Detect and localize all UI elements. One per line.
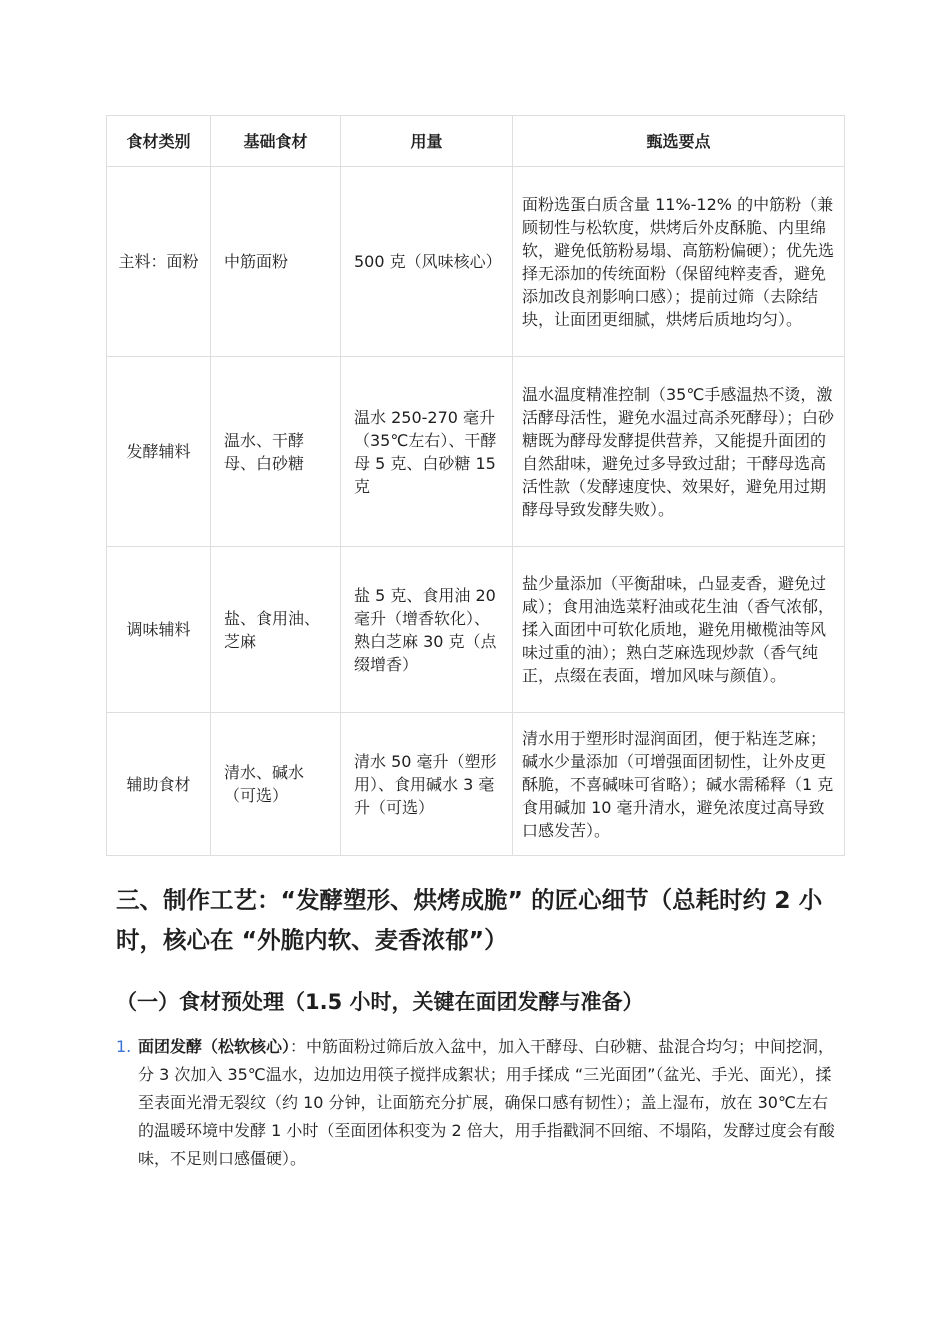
table-row xyxy=(107,713,845,856)
cell-amount: 500 克（风味核心） xyxy=(341,167,513,357)
step-label: 面团发酵（松软核心） xyxy=(138,1037,291,1056)
cell-ingredient: 盐、食用油、芝麻 xyxy=(211,547,341,713)
header-amount: 用量 xyxy=(341,116,513,167)
step-text: ：中筋面粉过筛后放入盆中，加入干酵母、白砂糖、盐混合均匀；中间挖洞，分 3 次加入 35℃温水，边加边用筷子搅拌成絮状；用手揉成 “三光面团”（盆光、手光、面光），揉至表面光滑无裂纹（约 10 分钟，让面筋充分扩展，确保口感有韧性）；盖上湿布，放在 30℃左右的温暖环境中发酵 1 小时（至面团体积变为 2 倍大，用手指戳洞不回缩、不塌陷，发酵过度会有酸味，不足则口感僵硬）。 xyxy=(138,1037,835,1168)
list-number: 1. xyxy=(116,1037,132,1056)
cell-ingredient: 中筋面粉 xyxy=(211,167,341,357)
cell-category: 主料：面粉 xyxy=(107,167,211,357)
cell-category: 辅助食材 xyxy=(107,713,211,856)
table-row xyxy=(107,167,845,357)
cell-ingredient: 温水、干酵母、白砂糖 xyxy=(211,357,341,547)
header-tips: 甄选要点 xyxy=(513,116,845,167)
section-title: 三、制作工艺：“发酵塑形、烘烤成脆” 的匠心细节（总耗时约 2 小时，核心在 “外脆内软、麦香浓郁”） xyxy=(116,886,823,954)
cell-tips: 面粉选蛋白质含量 11%-12% 的中筋粉（兼顾韧性与松软度，烘烤后外皮酥脆、内里绵软，避免低筋粉易塌、高筋粉偏硬）；优先选择无添加的传统面粉（保留纯粹麦香，避免添加改良剂影响口感）；提前过筛（去除结块，让面团更细腻，烘烤后质地均匀）。 xyxy=(513,167,845,357)
cell-amount: 清水 50 毫升（塑形用）、食用碱水 3 毫升（可选） xyxy=(341,713,513,856)
subsection-title: （一）食材预处理（1.5 小时，关键在面团发酵与准备） xyxy=(116,990,644,1014)
cell-tips: 清水用于塑形时湿润面团，便于粘连芝麻；碱水少量添加（可增强面团韧性，让外皮更酥脆，不喜碱味可省略）；碱水需稀释（1 克食用碱加 10 毫升清水，避免浓度过高导致口感发苦）。 xyxy=(513,713,845,856)
cell-tips: 盐少量添加（平衡甜味，凸显麦香，避免过咸）；食用油选菜籽油或花生油（香气浓郁，揉入面团中可软化质地，避免用橄榄油等风味过重的油）；熟白芝麻选现炒款（香气纯正，点缀在表面，增加风味与颜值）。 xyxy=(513,547,845,713)
list-item xyxy=(116,1033,836,1173)
table-row xyxy=(107,547,845,713)
header-ingredient: 基础食材 xyxy=(211,116,341,167)
table-header-row xyxy=(107,116,845,167)
table-row xyxy=(107,357,845,547)
step-body xyxy=(138,1033,836,1173)
ingredient-table xyxy=(106,115,845,856)
cell-category: 调味辅料 xyxy=(107,547,211,713)
cell-amount: 盐 5 克、食用油 20 毫升（增香软化）、熟白芝麻 30 克（点缀增香） xyxy=(341,547,513,713)
cell-ingredient: 清水、碱水（可选） xyxy=(211,713,341,856)
cell-tips: 温水温度精准控制（35℃手感温热不烫，激活酵母活性，避免水温过高杀死酵母）；白砂糖既为酵母发酵提供营养，又能提升面团的自然甜味，避免过多导致过甜；干酵母选高活性款（发酵速度快、效果好，避免用过期酵母导致发酵失败）。 xyxy=(513,357,845,547)
cell-amount: 温水 250-270 毫升（35℃左右）、干酵母 5 克、白砂糖 15 克 xyxy=(341,357,513,547)
header-category: 食材类别 xyxy=(107,116,211,167)
cell-category: 发酵辅料 xyxy=(107,357,211,547)
